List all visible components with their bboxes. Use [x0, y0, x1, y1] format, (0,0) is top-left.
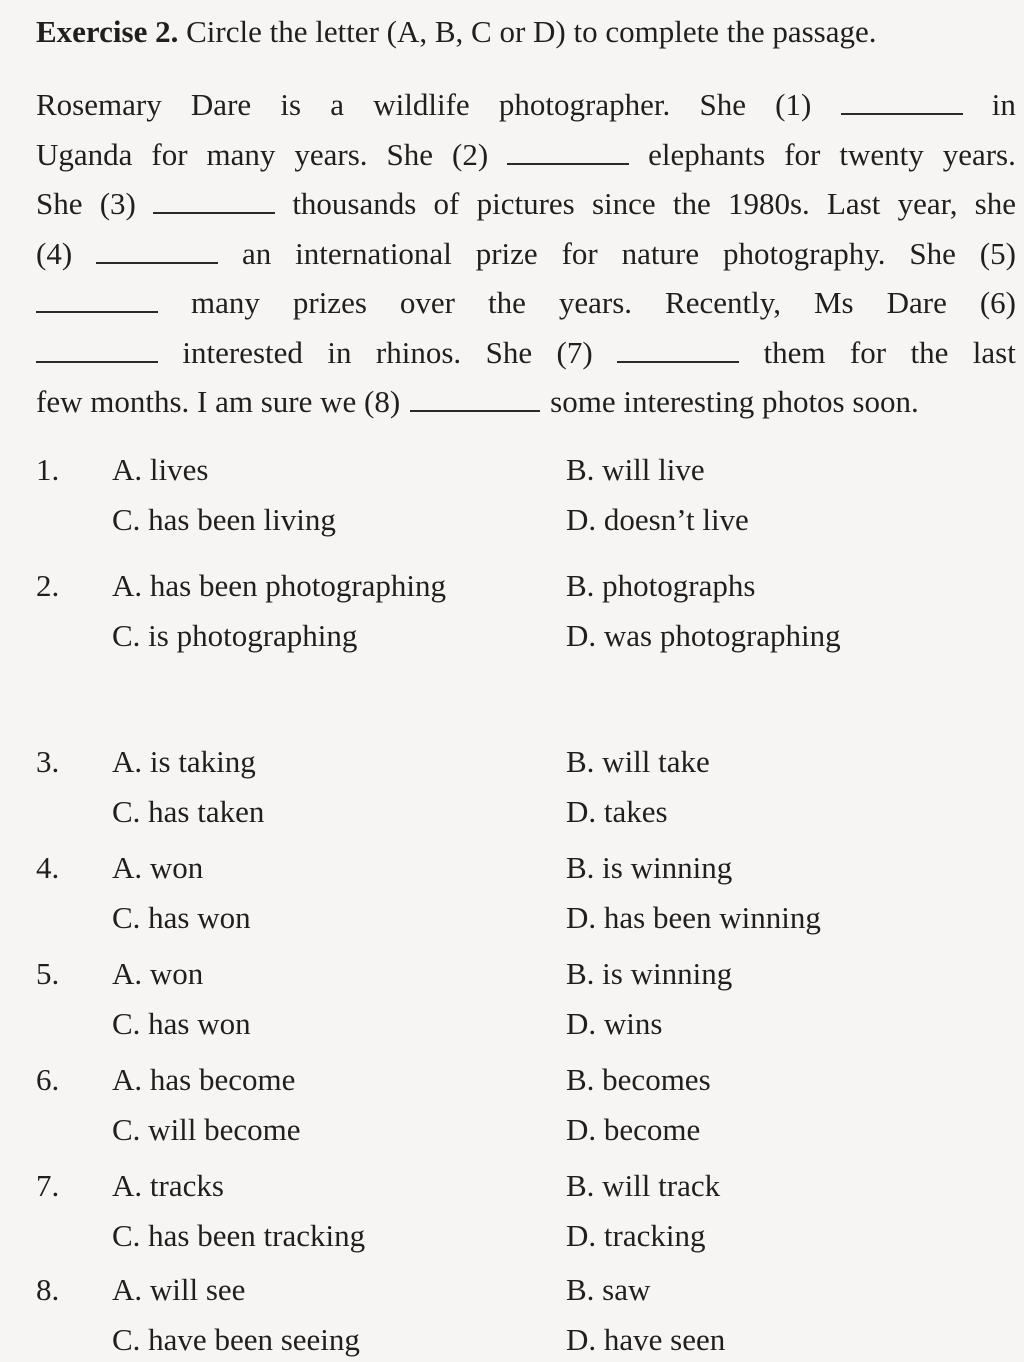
option-a[interactable]: A. will see	[112, 1272, 246, 1307]
passage-word: Dare	[886, 285, 947, 320]
passage-word: is	[280, 87, 302, 122]
passage-word: year,	[897, 186, 958, 221]
answer-blank[interactable]	[507, 139, 629, 165]
passage-word: (1)	[775, 87, 812, 122]
passage-line	[36, 80, 1016, 130]
passage-word: years.	[294, 136, 368, 172]
question-number: 6.	[36, 1062, 60, 1097]
option-b[interactable]: B. will take	[566, 744, 710, 779]
question-number: 4.	[36, 850, 60, 885]
option-d[interactable]: D. takes	[566, 794, 668, 829]
passage-word: 1980s.	[727, 186, 810, 221]
exercise-label: Exercise 2.	[36, 14, 179, 49]
passage-word: an	[241, 235, 272, 271]
passage-word: thousands	[292, 186, 417, 221]
answer-blank[interactable]	[153, 188, 275, 214]
option-d[interactable]: D. tracking	[566, 1218, 706, 1253]
option-b[interactable]: B. saw	[566, 1272, 651, 1307]
passage-word: them	[763, 334, 826, 370]
passage-word: wildlife	[373, 87, 470, 122]
passage-line	[36, 377, 1016, 427]
passage-word: Ms	[813, 285, 854, 320]
option-d[interactable]: D. was photographing	[566, 618, 841, 653]
option-a[interactable]: A. has been photographing	[112, 568, 447, 603]
passage-word: prizes	[292, 285, 367, 320]
passage-line	[36, 278, 1016, 328]
option-c[interactable]: C. has won	[112, 1006, 251, 1041]
option-a[interactable]: A. won	[112, 850, 204, 885]
passage-text: some interesting photos soon.	[550, 384, 919, 419]
passage-word: Uganda	[36, 136, 133, 172]
option-c[interactable]: C. has been tracking	[112, 1218, 366, 1253]
passage-word: a	[330, 87, 345, 122]
option-a[interactable]: A. is taking	[112, 744, 256, 779]
passage	[36, 80, 1016, 427]
passage-word: many	[206, 136, 276, 172]
passage-word: for	[561, 235, 598, 271]
passage-word: since	[591, 186, 656, 221]
answer-blank[interactable]	[96, 238, 218, 264]
passage-word: the	[672, 186, 711, 221]
passage-word: of	[433, 186, 460, 221]
passage-word: for	[849, 334, 887, 370]
passage-text: few months. I am sure we (8)	[36, 384, 401, 419]
option-d[interactable]: D. become	[566, 1112, 701, 1147]
option-c[interactable]: C. is photographing	[112, 618, 358, 653]
option-c[interactable]: C. has won	[112, 900, 251, 935]
option-a[interactable]: A. tracks	[112, 1168, 224, 1203]
option-b[interactable]: B. is winning	[566, 850, 733, 885]
passage-line	[36, 179, 1016, 229]
passage-word: many	[191, 285, 260, 320]
passage-word: in	[327, 334, 352, 370]
passage-word: She	[699, 87, 746, 122]
passage-word: (4)	[36, 235, 73, 271]
passage-word: She	[386, 136, 434, 172]
passage-word: She	[36, 186, 83, 221]
passage-word: rhinos.	[375, 334, 462, 370]
passage-word: over	[399, 285, 455, 320]
answer-blank[interactable]	[36, 287, 158, 313]
passage-word: prize	[475, 235, 538, 271]
passage-word: photography.	[723, 235, 886, 271]
option-c[interactable]: C. has taken	[112, 794, 265, 829]
answer-blank[interactable]	[410, 386, 540, 412]
passage-word: pictures	[476, 186, 575, 221]
passage-word: (5)	[979, 235, 1016, 271]
passage-word: interested	[182, 334, 303, 370]
passage-word: Last	[827, 186, 881, 221]
passage-word: Dare	[190, 87, 252, 122]
answer-blank[interactable]	[617, 337, 739, 363]
answer-blank[interactable]	[36, 337, 158, 363]
passage-word: last	[972, 334, 1016, 370]
exercise-instruction: Circle the letter (A, B, C or D) to complete the passage.	[186, 14, 877, 49]
option-a[interactable]: A. has become	[112, 1062, 296, 1097]
passage-word: in	[991, 87, 1016, 122]
option-b[interactable]: B. will live	[566, 452, 705, 487]
passage-word: for	[151, 136, 188, 172]
question-number: 7.	[36, 1168, 60, 1203]
question-number: 8.	[36, 1272, 60, 1307]
passage-word: (3)	[99, 186, 136, 221]
passage-word: (2)	[452, 136, 489, 172]
passage-word: nature	[621, 235, 700, 271]
option-b[interactable]: B. photographs	[566, 568, 756, 603]
option-a[interactable]: A. won	[112, 956, 204, 991]
option-b[interactable]: B. is winning	[566, 956, 733, 991]
answer-blank[interactable]	[841, 89, 963, 115]
passage-word: elephants	[648, 136, 766, 172]
passage-word: photographer.	[498, 87, 671, 122]
question-number: 3.	[36, 744, 60, 779]
passage-word: years.	[942, 136, 1016, 172]
option-c[interactable]: C. have been seeing	[112, 1322, 360, 1357]
passage-word: Recently,	[665, 285, 781, 320]
passage-line	[36, 229, 1016, 279]
option-d[interactable]: D. has been winning	[566, 900, 821, 935]
option-c[interactable]: C. will become	[112, 1112, 301, 1147]
passage-word: years.	[558, 285, 633, 320]
exercise-title	[36, 12, 877, 52]
passage-word: she	[974, 186, 1016, 221]
option-d[interactable]: D. have seen	[566, 1322, 726, 1357]
passage-word: (6)	[979, 285, 1016, 320]
passage-word: international	[295, 235, 452, 271]
passage-word: for	[784, 136, 821, 172]
option-a[interactable]: A. lives	[112, 452, 209, 487]
passage-word: the	[488, 285, 526, 320]
passage-line	[36, 130, 1016, 180]
question-number: 1.	[36, 452, 60, 487]
question-number: 5.	[36, 956, 60, 991]
option-d[interactable]: D. doesn’t live	[566, 502, 749, 537]
passage-word: the	[910, 334, 949, 370]
passage-line	[36, 328, 1016, 378]
option-b[interactable]: B. becomes	[566, 1062, 711, 1097]
question-number: 2.	[36, 568, 60, 603]
passage-word: twenty	[839, 136, 924, 172]
option-b[interactable]: B. will track	[566, 1168, 721, 1203]
passage-word: She	[909, 235, 956, 271]
passage-word: (7)	[556, 334, 593, 370]
passage-word: Rosemary	[36, 87, 162, 122]
passage-word: She	[485, 334, 533, 370]
option-d[interactable]: D. wins	[566, 1006, 663, 1041]
option-c[interactable]: C. has been living	[112, 502, 336, 537]
